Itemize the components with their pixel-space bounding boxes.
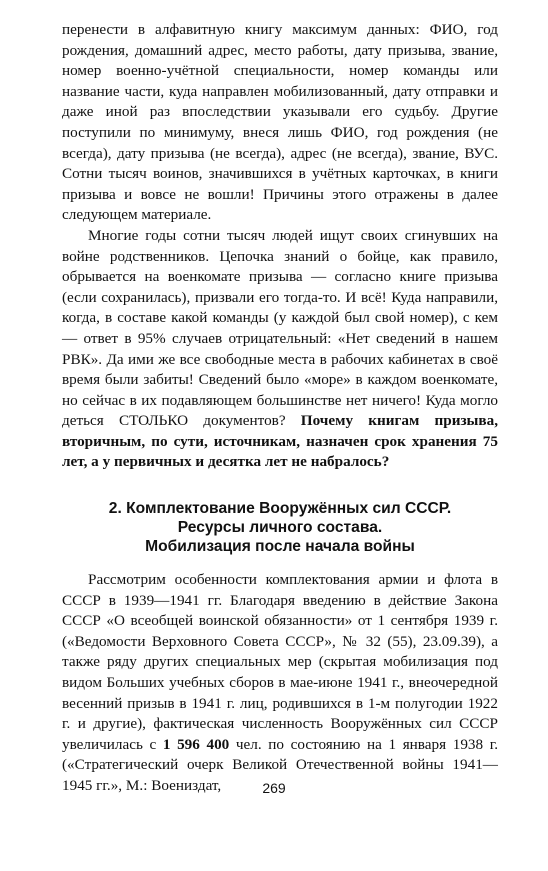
paragraph-text: Многие годы сотни тысяч людей ищут своих сгинувших на войне родственников. Цепочка знаний о бойце, как правило, обрывается на военкомате призыва — согласно книге призыва (если сохранилась), призвали его тогда-то. И всё! Куда направили, когда, в составе какой команды (у каждой был свой номер), с кем — ответ в 95% случаев отрицательный: «Нет сведений в нашем РВК». Да ими же все свободные места в рабочих кабинетах в своё время были забиты! Сведений было «море» в каждом военкомате, но сейчас в их подавляющем большинстве нет ничего! Куда могло деться СТОЛЬКО документов? (62, 226, 498, 430)
page-content (62, 20, 498, 797)
paragraph-text: Рассмотрим особенности комплектования армии и флота в СССР в 1939—1941 гг. Благодаря введению в действие Закона СССР «О всеобщей воинской обязанности» от 1 сентября 1939 г. («Ведомости Верховного Совета СССР», № 32 (55), 23.09.39), а также ряду других специальных мер (скрытая мобилизация под видом Больших учебных сборов в мае-июне 1941 г., внеочередной весенний призыв в 1941 г. лиц, родившихся в 1-м полугодии 1922 г. и другие), фактическая численность Вооружённых сил СССР увеличилась с (62, 571, 498, 753)
section-heading (62, 499, 498, 556)
paragraph-continued (62, 20, 498, 226)
heading-line: Мобилизация после начала войны (145, 538, 415, 556)
paragraph-text: перенести в алфавитную книгу максимум данных: ФИО, год рождения, домашний адрес, место работы, дату призыва, звание, номер военно-учётной специальности, номер команды или название части, куда направлен мобилизованный, дату отправки и даже иной раз впоследствии указывали его судьбу. Другие поступили по минимуму, внеся лишь ФИО, год рождения (не всегда), дату призыва (не всегда), адрес (не всегда), звание, ВУС. Сотни тысяч воинов, значившихся в учётных карточках, в книги призыва и вовсе не вошли! Причины этого отражены в далее следующем материале. (62, 21, 498, 224)
bold-number: 1 596 400 (162, 735, 230, 753)
paragraph-armed-forces (62, 570, 498, 797)
heading-line: 2. Комплектование Вооружённых сил СССР. (108, 500, 452, 518)
bold-question: Почему книгам призыва, вторичным, по сути, источникам, назначен срок хранения 75 лет, а у первичных и десятка лет не набралось? (62, 412, 498, 471)
paragraph-relatives-search (62, 226, 498, 473)
heading-line: Ресурсы личного состава. (177, 519, 383, 537)
paragraph-text: чел. по состоянию на 1 января 1938 г. («Стратегический очерк Великой Отечественной войны 1941—1945 гг.», М.: Воениздат, (62, 735, 499, 794)
page-number: 269 (262, 780, 286, 796)
